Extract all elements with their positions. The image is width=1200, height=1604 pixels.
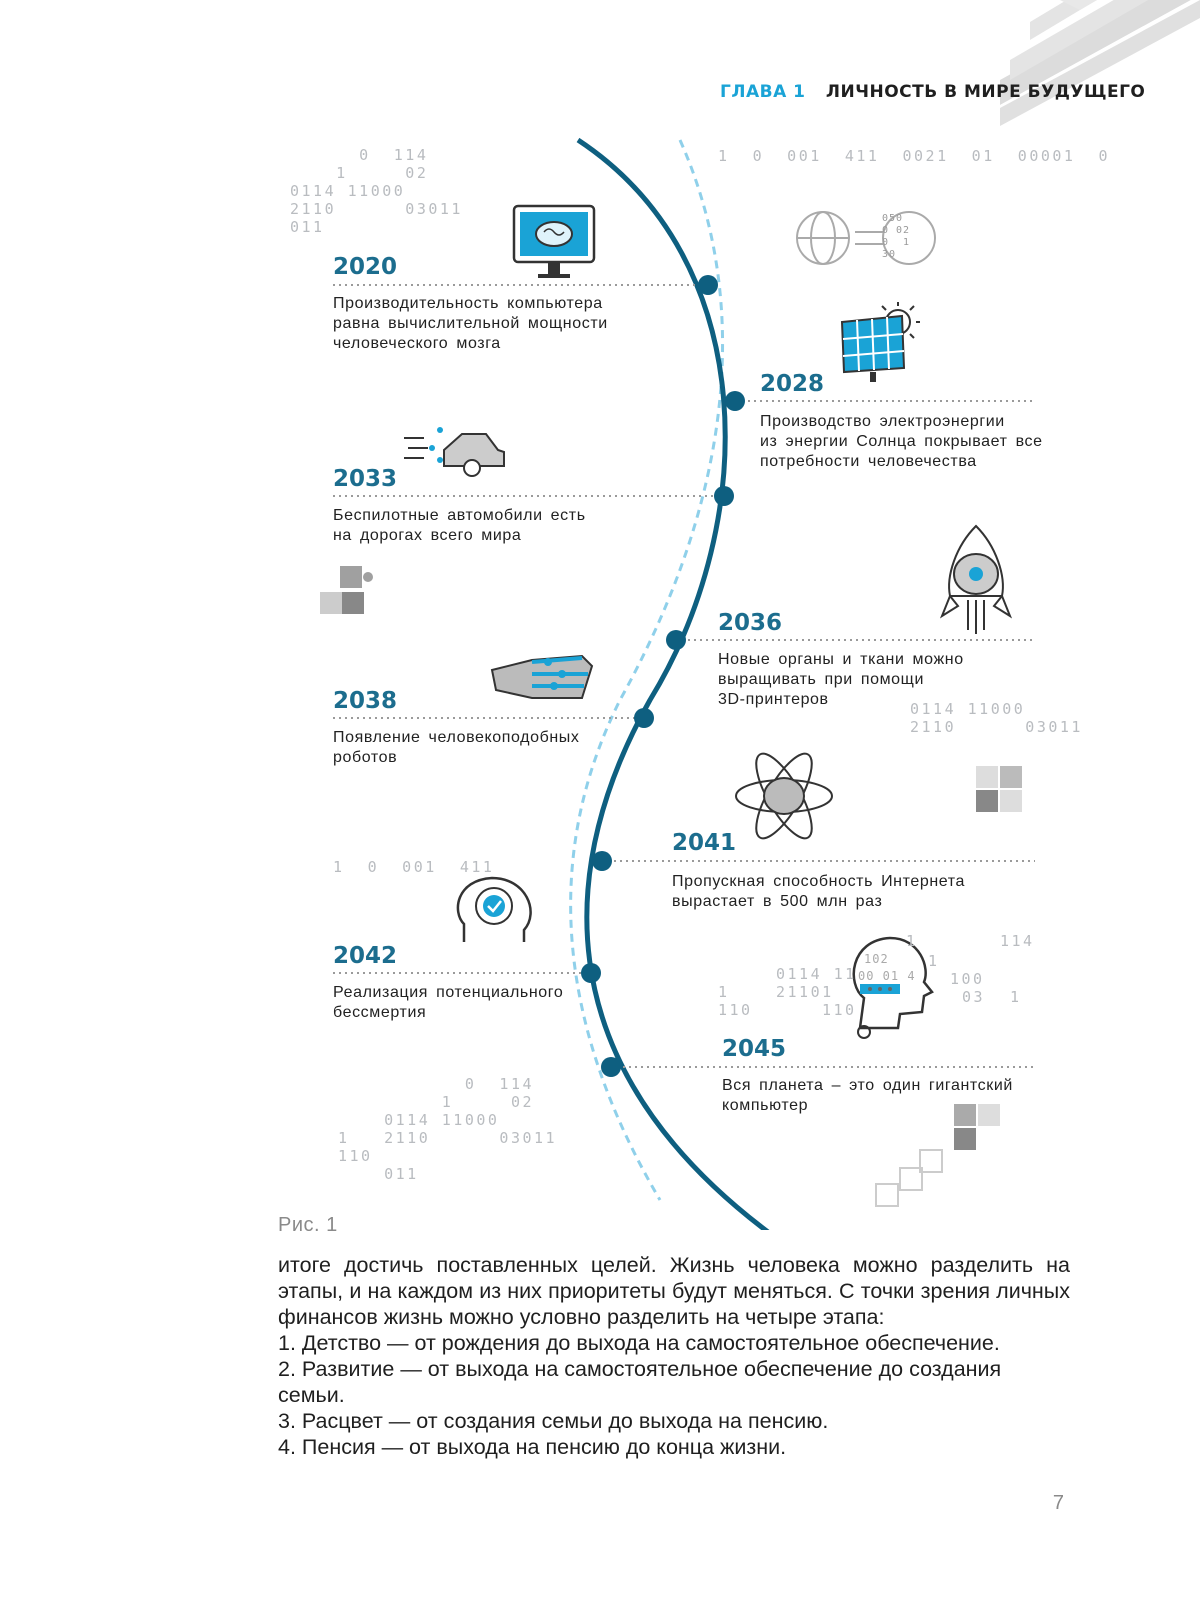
binary-decoration: 0114 11000 2110 03011 [910, 700, 1083, 736]
timeline-year-2038: 2038 [333, 688, 398, 714]
list-item: 4. Пенсия — от выхода на пенсию до конца жизни. [278, 1435, 787, 1459]
dot-2036 [666, 630, 686, 650]
timeline-year-2028: 2028 [760, 371, 825, 397]
dot-2042 [581, 963, 601, 983]
binary-decoration: 114 [1000, 932, 1035, 950]
binary-decoration: 110 [718, 1001, 753, 1019]
body-text [278, 1252, 1070, 1460]
binary-decoration: 00 01 4 [858, 969, 916, 983]
puzzle-pieces-icon [876, 1150, 942, 1206]
body-paragraph: итоге достичь поставленных целей. Жизнь человека можно разделить на этапы, и на каждом из них приоритеты будут меняться. С точки зрения личных финансов жизнь можно условно разделить на четыре этапа: [278, 1253, 1070, 1329]
driverless-car-icon [404, 427, 504, 476]
binary-decoration: 03 [962, 988, 986, 1006]
globe-exchange-icon [797, 212, 935, 264]
binary-decoration: 1 [1010, 988, 1022, 1006]
dot-2041 [592, 851, 612, 871]
timeline-desc-2036: Новые органы и ткани можно выращивать при помощи 3D-принтеров [718, 651, 964, 708]
timeline-year-2041: 2041 [672, 830, 737, 856]
robot-hand-icon [492, 656, 592, 698]
chapter-number: ГЛАВА 1 [720, 82, 806, 102]
timeline-desc-2041: Пропускная способность Интернета вырастает в 500 млн раз [672, 873, 966, 910]
timeline-year-2045: 2045 [722, 1036, 787, 1062]
binary-decoration: 100 [950, 970, 985, 988]
timeline-year-2020: 2020 [333, 254, 398, 280]
head-checkmark-icon [458, 878, 531, 942]
dot-2038 [634, 708, 654, 728]
puzzle-pieces-icon [976, 766, 1022, 812]
binary-decoration: 1 0 001 411 0021 01 00001 0 [718, 147, 1111, 165]
binary-decoration: 1 [928, 952, 940, 970]
brain-atom-icon [736, 746, 832, 845]
dot-2045 [601, 1057, 621, 1077]
figure-caption: Рис. 1 [278, 1214, 338, 1236]
binary-decoration: 1 [906, 932, 918, 950]
timeline-year-2042: 2042 [333, 943, 398, 969]
binary-decoration: 21101 [776, 983, 834, 1001]
binary-decoration: 0 114 1 02 0114 11000 2110 03011 011 [290, 146, 463, 236]
brain-rocket-icon [942, 526, 1010, 634]
timeline-desc-2033: Беспилотные автомобили есть на дорогах всего мира [333, 507, 586, 544]
timeline-desc-2020: Производительность компьютера равна вычислительной мощности человеческого мозга [333, 295, 608, 352]
timeline-year-2036: 2036 [718, 610, 783, 636]
binary-decoration: 0 114 1 02 0114 11000 1 2110 03011 110 011 [338, 1075, 558, 1183]
binary-decoration: 1 [718, 983, 730, 1001]
binary-decoration: 102 [864, 952, 889, 966]
list-item: 2. Развитие — от выхода на самостоятельное обеспечение до создания семьи. [278, 1357, 1002, 1407]
dot-2020 [698, 275, 718, 295]
globe-binary-digits: 050 0 02 0 1 30 [882, 213, 911, 260]
dot-2028 [725, 391, 745, 411]
brain-monitor-icon [514, 206, 594, 278]
binary-decoration: 0114 11 [776, 965, 857, 983]
timeline-desc-2038: Появление человекоподобных роботов [333, 729, 580, 766]
list-item: 1. Детство — от рождения до выхода на самостоятельное обеспечение. [278, 1331, 1000, 1355]
list-item: 3. Расцвет — от создания семьи до выхода на пенсию. [278, 1409, 829, 1433]
dot-2033 [714, 486, 734, 506]
chapter-title: ЛИЧНОСТЬ В МИРЕ БУДУЩЕГО [825, 82, 1146, 102]
binary-decoration: 1 0 001 411 [333, 858, 495, 876]
timeline-desc-2042: Реализация потенциального бессмертия [333, 984, 564, 1021]
timeline-desc-2045: Вся планета – это один гигантский компьютер [722, 1077, 1013, 1114]
binary-decoration: 110 [822, 1001, 857, 1019]
timeline-year-2033: 2033 [333, 466, 398, 492]
page-number: 7 [1052, 1492, 1064, 1514]
timeline-desc-2028: Производство электроэнергии из энергии Солнца покрывает все потребности человечества [760, 413, 1043, 470]
solar-panel-icon [842, 302, 920, 382]
puzzle-pieces-icon [320, 566, 373, 614]
